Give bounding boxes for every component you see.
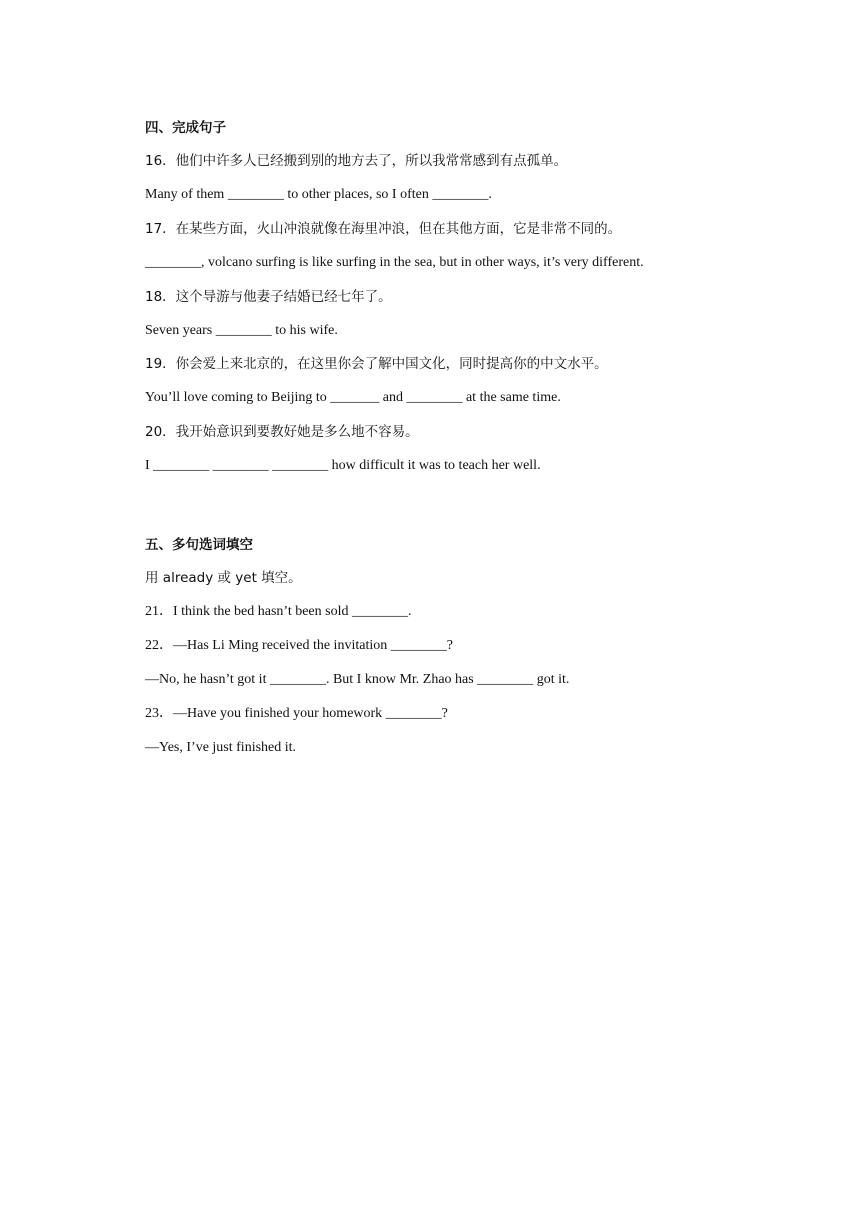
question-22-answer: —No, he hasn’t got it ________. But I know Mr. Zhao has ________ got it. xyxy=(145,672,570,687)
question-22-question: 22．—Has Li Ming received the invitation ________? xyxy=(145,638,453,653)
question-16-english: Many of them ________ to other places, so I often ________. xyxy=(145,187,492,202)
question-23-question: 23．—Have you finished your homework ________? xyxy=(145,706,448,721)
question-23-answer: —Yes, I’ve just finished it. xyxy=(145,740,297,755)
section-4-heading: 四、完成句子 xyxy=(145,120,226,136)
question-18-chinese: 18．这个导游与他妻子结婚已经七年了。 xyxy=(145,289,392,305)
section-5-heading: 五、多句选词填空 xyxy=(145,537,253,553)
question-18-english: Seven years ________ to his wife. xyxy=(145,323,338,338)
question-20-chinese: 20．我开始意识到要教好她是多么地不容易。 xyxy=(145,424,419,440)
question-21: 21．I think the bed hasn’t been sold ________. xyxy=(145,604,412,619)
question-19-english: You’ll love coming to Beijing to _______ and ________ at the same time. xyxy=(145,390,561,405)
question-19-chinese: 19．你会爱上来北京的，在这里你会了解中国文化，同时提高你的中文水平。 xyxy=(145,356,608,372)
question-20-english: I ________ ________ ________ how difficult it was to teach her well. xyxy=(145,458,541,473)
question-16-chinese: 16．他们中许多人已经搬到别的地方去了，所以我常常感到有点孤单。 xyxy=(145,153,568,169)
question-17-chinese: 17．在某些方面，火山冲浪就像在海里冲浪，但在其他方面，它是非常不同的。 xyxy=(145,221,622,237)
question-17-english: ________, volcano surfing is like surfing in the sea, but in other ways, it’s very different. xyxy=(145,255,644,270)
section-5-instruction: 用 already 或 yet 填空。 xyxy=(145,570,302,586)
